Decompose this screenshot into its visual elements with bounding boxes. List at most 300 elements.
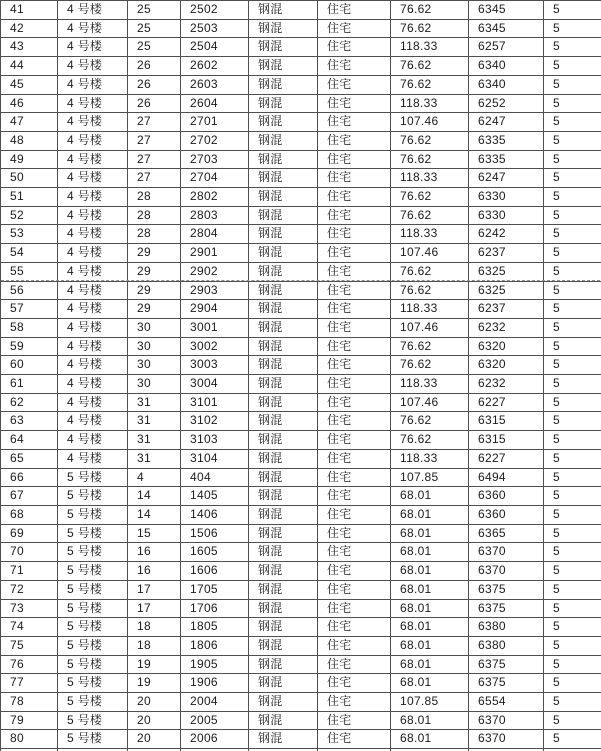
cell-price: 6320 xyxy=(469,356,544,375)
table-row xyxy=(1,318,601,337)
cell-room: 1906 xyxy=(181,674,249,693)
cell-price: 6360 xyxy=(469,487,544,506)
cell-usage: 住宅 xyxy=(318,356,391,375)
cell-area: 76.62 xyxy=(391,206,469,225)
cell-area: 68.01 xyxy=(391,730,469,749)
cell-floor: 31 xyxy=(128,431,181,450)
table-row xyxy=(1,487,601,506)
cell-room: 3103 xyxy=(181,431,249,450)
cell-room: 2802 xyxy=(181,188,249,207)
cell-price: 6375 xyxy=(469,674,544,693)
cell-building: 5 号楼 xyxy=(58,524,128,543)
table-row xyxy=(1,131,601,150)
cell-extra: 5 xyxy=(544,206,601,225)
cell-extra: 5 xyxy=(544,19,601,38)
cell-usage: 住宅 xyxy=(318,169,391,188)
cell-price: 6247 xyxy=(469,169,544,188)
cell-building: 4 号楼 xyxy=(58,1,128,20)
cell-building: 5 号楼 xyxy=(58,618,128,637)
cell-structure: 钢混 xyxy=(249,693,318,712)
cell-structure: 钢混 xyxy=(249,206,318,225)
cell-room: 3101 xyxy=(181,393,249,412)
cell-usage: 住宅 xyxy=(318,674,391,693)
cell-usage: 住宅 xyxy=(318,636,391,655)
cell-area: 107.46 xyxy=(391,393,469,412)
table-row xyxy=(1,75,601,94)
cell-index: 49 xyxy=(1,150,58,169)
cell-usage: 住宅 xyxy=(318,337,391,356)
cell-index: 47 xyxy=(1,113,58,132)
cell-area: 76.62 xyxy=(391,281,469,300)
cell-structure: 钢混 xyxy=(249,412,318,431)
cell-area: 107.85 xyxy=(391,693,469,712)
cell-extra: 5 xyxy=(544,1,601,20)
cell-building: 4 号楼 xyxy=(58,188,128,207)
cell-usage: 住宅 xyxy=(318,487,391,506)
cell-floor: 18 xyxy=(128,636,181,655)
cell-area: 76.62 xyxy=(391,19,469,38)
cell-extra: 5 xyxy=(544,618,601,637)
cell-index: 55 xyxy=(1,262,58,281)
cell-structure: 钢混 xyxy=(249,356,318,375)
cell-structure: 钢混 xyxy=(249,636,318,655)
cell-building: 5 号楼 xyxy=(58,543,128,562)
cell-room: 2604 xyxy=(181,94,249,113)
cell-price: 6494 xyxy=(469,468,544,487)
cell-structure: 钢混 xyxy=(249,674,318,693)
cell-floor: 25 xyxy=(128,1,181,20)
cell-structure: 钢混 xyxy=(249,599,318,618)
cell-floor: 30 xyxy=(128,337,181,356)
cell-price: 6380 xyxy=(469,618,544,637)
table-row xyxy=(1,113,601,132)
cell-price: 6257 xyxy=(469,38,544,57)
cell-extra: 5 xyxy=(544,449,601,468)
cell-floor: 29 xyxy=(128,300,181,319)
cell-area: 76.62 xyxy=(391,356,469,375)
cell-area: 68.01 xyxy=(391,580,469,599)
cell-building: 5 号楼 xyxy=(58,636,128,655)
cell-floor: 28 xyxy=(128,225,181,244)
cell-room: 2602 xyxy=(181,57,249,76)
cell-usage: 住宅 xyxy=(318,730,391,749)
cell-area: 118.33 xyxy=(391,169,469,188)
cell-building: 4 号楼 xyxy=(58,262,128,281)
cell-room: 2703 xyxy=(181,150,249,169)
cell-extra: 5 xyxy=(544,188,601,207)
cell-extra: 5 xyxy=(544,487,601,506)
table-row xyxy=(1,468,601,487)
cell-area: 76.62 xyxy=(391,412,469,431)
cell-extra: 5 xyxy=(544,300,601,319)
cell-extra: 5 xyxy=(544,468,601,487)
cell-price: 6370 xyxy=(469,730,544,749)
cell-room: 2504 xyxy=(181,38,249,57)
cell-room: 2005 xyxy=(181,711,249,730)
cell-usage: 住宅 xyxy=(318,580,391,599)
cell-area: 118.33 xyxy=(391,300,469,319)
cell-room: 2902 xyxy=(181,262,249,281)
cell-usage: 住宅 xyxy=(318,57,391,76)
cell-index: 62 xyxy=(1,393,58,412)
cell-floor: 19 xyxy=(128,655,181,674)
cell-usage: 住宅 xyxy=(318,412,391,431)
cell-structure: 钢混 xyxy=(249,655,318,674)
cell-usage: 住宅 xyxy=(318,150,391,169)
cell-price: 6330 xyxy=(469,206,544,225)
cell-room: 2904 xyxy=(181,300,249,319)
cell-structure: 钢混 xyxy=(249,431,318,450)
cell-index: 44 xyxy=(1,57,58,76)
cell-extra: 5 xyxy=(544,75,601,94)
cell-room: 1605 xyxy=(181,543,249,562)
table-row xyxy=(1,431,601,450)
table-row xyxy=(1,356,601,375)
cell-price: 6237 xyxy=(469,300,544,319)
cell-structure: 钢混 xyxy=(249,281,318,300)
table-row xyxy=(1,524,601,543)
cell-room: 2603 xyxy=(181,75,249,94)
cell-usage: 住宅 xyxy=(318,505,391,524)
cell-room: 2903 xyxy=(181,281,249,300)
cell-index: 74 xyxy=(1,618,58,637)
cell-index: 59 xyxy=(1,337,58,356)
cell-extra: 5 xyxy=(544,562,601,581)
cell-structure: 钢混 xyxy=(249,562,318,581)
cell-structure: 钢混 xyxy=(249,375,318,394)
cell-index: 52 xyxy=(1,206,58,225)
cell-structure: 钢混 xyxy=(249,169,318,188)
cell-area: 76.62 xyxy=(391,150,469,169)
cell-floor: 27 xyxy=(128,169,181,188)
cell-area: 68.01 xyxy=(391,711,469,730)
cell-area: 68.01 xyxy=(391,524,469,543)
cell-index: 60 xyxy=(1,356,58,375)
cell-usage: 住宅 xyxy=(318,468,391,487)
cell-usage: 住宅 xyxy=(318,225,391,244)
cell-usage: 住宅 xyxy=(318,693,391,712)
cell-price: 6345 xyxy=(469,1,544,20)
cell-index: 64 xyxy=(1,431,58,450)
cell-floor: 14 xyxy=(128,505,181,524)
cell-extra: 5 xyxy=(544,505,601,524)
cell-floor: 30 xyxy=(128,356,181,375)
cell-floor: 26 xyxy=(128,94,181,113)
cell-structure: 钢混 xyxy=(249,318,318,337)
cell-room: 2004 xyxy=(181,693,249,712)
cell-floor: 17 xyxy=(128,599,181,618)
cell-floor: 17 xyxy=(128,580,181,599)
cell-usage: 住宅 xyxy=(318,711,391,730)
cell-usage: 住宅 xyxy=(318,94,391,113)
cell-building: 5 号楼 xyxy=(58,580,128,599)
cell-extra: 5 xyxy=(544,38,601,57)
table-row xyxy=(1,711,601,730)
cell-area: 107.46 xyxy=(391,318,469,337)
cell-index: 77 xyxy=(1,674,58,693)
cell-index: 76 xyxy=(1,655,58,674)
cell-area: 107.85 xyxy=(391,468,469,487)
table-row xyxy=(1,244,601,263)
cell-price: 6227 xyxy=(469,449,544,468)
cell-floor: 28 xyxy=(128,206,181,225)
table-row xyxy=(1,94,601,113)
cell-index: 61 xyxy=(1,375,58,394)
cell-price: 6242 xyxy=(469,225,544,244)
cell-building: 5 号楼 xyxy=(58,562,128,581)
cell-floor: 16 xyxy=(128,562,181,581)
cell-extra: 5 xyxy=(544,244,601,263)
cell-floor: 20 xyxy=(128,711,181,730)
cell-area: 107.46 xyxy=(391,113,469,132)
cell-index: 65 xyxy=(1,449,58,468)
cell-building: 4 号楼 xyxy=(58,449,128,468)
cell-structure: 钢混 xyxy=(249,188,318,207)
cell-price: 6227 xyxy=(469,393,544,412)
cell-structure: 钢混 xyxy=(249,543,318,562)
cell-structure: 钢混 xyxy=(249,505,318,524)
cell-extra: 5 xyxy=(544,636,601,655)
cell-index: 67 xyxy=(1,487,58,506)
cell-building: 5 号楼 xyxy=(58,655,128,674)
cell-usage: 住宅 xyxy=(318,206,391,225)
cell-usage: 住宅 xyxy=(318,1,391,20)
cell-floor: 19 xyxy=(128,674,181,693)
cell-usage: 住宅 xyxy=(318,318,391,337)
cell-building: 5 号楼 xyxy=(58,693,128,712)
table-row xyxy=(1,580,601,599)
cell-building: 5 号楼 xyxy=(58,674,128,693)
cell-building: 5 号楼 xyxy=(58,487,128,506)
cell-index: 43 xyxy=(1,38,58,57)
cell-area: 118.33 xyxy=(391,38,469,57)
cell-usage: 住宅 xyxy=(318,393,391,412)
cell-index: 66 xyxy=(1,468,58,487)
cell-floor: 20 xyxy=(128,693,181,712)
cell-index: 71 xyxy=(1,562,58,581)
cell-extra: 5 xyxy=(544,674,601,693)
cell-building: 5 号楼 xyxy=(58,468,128,487)
table-row xyxy=(1,281,601,300)
table-row xyxy=(1,337,601,356)
cell-floor: 31 xyxy=(128,393,181,412)
cell-price: 6252 xyxy=(469,94,544,113)
cell-floor: 25 xyxy=(128,19,181,38)
cell-extra: 5 xyxy=(544,599,601,618)
table-row xyxy=(1,375,601,394)
cell-floor: 30 xyxy=(128,318,181,337)
cell-building: 4 号楼 xyxy=(58,412,128,431)
cell-price: 6360 xyxy=(469,505,544,524)
cell-index: 48 xyxy=(1,131,58,150)
cell-extra: 5 xyxy=(544,580,601,599)
cell-room: 2704 xyxy=(181,169,249,188)
cell-price: 6320 xyxy=(469,337,544,356)
cell-floor: 16 xyxy=(128,543,181,562)
cell-index: 46 xyxy=(1,94,58,113)
cell-area: 68.01 xyxy=(391,655,469,674)
cell-extra: 5 xyxy=(544,57,601,76)
cell-price: 6375 xyxy=(469,599,544,618)
cell-structure: 钢混 xyxy=(249,730,318,749)
cell-price: 6247 xyxy=(469,113,544,132)
cell-structure: 钢混 xyxy=(249,1,318,20)
cell-usage: 住宅 xyxy=(318,562,391,581)
cell-structure: 钢混 xyxy=(249,487,318,506)
cell-price: 6340 xyxy=(469,75,544,94)
cell-price: 6340 xyxy=(469,57,544,76)
cell-building: 4 号楼 xyxy=(58,337,128,356)
cell-floor: 26 xyxy=(128,57,181,76)
cell-price: 6325 xyxy=(469,281,544,300)
cell-area: 76.62 xyxy=(391,431,469,450)
cell-extra: 5 xyxy=(544,655,601,674)
cell-price: 6345 xyxy=(469,19,544,38)
cell-index: 50 xyxy=(1,169,58,188)
cell-area: 68.01 xyxy=(391,636,469,655)
table-row xyxy=(1,562,601,581)
cell-structure: 钢混 xyxy=(249,150,318,169)
cell-index: 63 xyxy=(1,412,58,431)
cell-extra: 5 xyxy=(544,131,601,150)
cell-usage: 住宅 xyxy=(318,543,391,562)
cell-extra: 5 xyxy=(544,318,601,337)
cell-extra: 5 xyxy=(544,169,601,188)
cell-structure: 钢混 xyxy=(249,57,318,76)
cell-structure: 钢混 xyxy=(249,300,318,319)
cell-room: 1805 xyxy=(181,618,249,637)
cell-extra: 5 xyxy=(544,113,601,132)
table-row xyxy=(1,636,601,655)
cell-floor: 18 xyxy=(128,618,181,637)
cell-area: 118.33 xyxy=(391,225,469,244)
cell-price: 6370 xyxy=(469,543,544,562)
cell-area: 118.33 xyxy=(391,94,469,113)
cell-room: 1606 xyxy=(181,562,249,581)
cell-building: 4 号楼 xyxy=(58,431,128,450)
table-row xyxy=(1,225,601,244)
cell-usage: 住宅 xyxy=(318,188,391,207)
cell-building: 4 号楼 xyxy=(58,356,128,375)
cell-floor: 31 xyxy=(128,449,181,468)
cell-floor: 27 xyxy=(128,113,181,132)
cell-building: 4 号楼 xyxy=(58,318,128,337)
cell-extra: 5 xyxy=(544,225,601,244)
table-row xyxy=(1,655,601,674)
cell-usage: 住宅 xyxy=(318,75,391,94)
cell-area: 68.01 xyxy=(391,505,469,524)
cell-usage: 住宅 xyxy=(318,281,391,300)
cell-extra: 5 xyxy=(544,730,601,749)
cell-usage: 住宅 xyxy=(318,131,391,150)
cell-area: 76.62 xyxy=(391,131,469,150)
table-row xyxy=(1,188,601,207)
cell-area: 107.46 xyxy=(391,244,469,263)
cell-room: 2503 xyxy=(181,19,249,38)
cell-usage: 住宅 xyxy=(318,375,391,394)
cell-room: 3001 xyxy=(181,318,249,337)
cell-building: 5 号楼 xyxy=(58,711,128,730)
cell-structure: 钢混 xyxy=(249,618,318,637)
cell-area: 76.62 xyxy=(391,337,469,356)
cell-floor: 14 xyxy=(128,487,181,506)
cell-floor: 26 xyxy=(128,75,181,94)
cell-room: 3003 xyxy=(181,356,249,375)
cell-index: 78 xyxy=(1,693,58,712)
cell-structure: 钢混 xyxy=(249,113,318,132)
cell-structure: 钢混 xyxy=(249,337,318,356)
table-row xyxy=(1,150,601,169)
cell-area: 68.01 xyxy=(391,487,469,506)
cell-building: 5 号楼 xyxy=(58,599,128,618)
cell-extra: 5 xyxy=(544,94,601,113)
cell-usage: 住宅 xyxy=(318,113,391,132)
cell-price: 6315 xyxy=(469,412,544,431)
cell-floor: 15 xyxy=(128,524,181,543)
table-row xyxy=(1,412,601,431)
cell-price: 6232 xyxy=(469,375,544,394)
table-row xyxy=(1,169,601,188)
cell-room: 404 xyxy=(181,468,249,487)
table-row xyxy=(1,730,601,749)
cell-usage: 住宅 xyxy=(318,300,391,319)
cell-extra: 5 xyxy=(544,375,601,394)
cell-room: 2901 xyxy=(181,244,249,263)
cell-building: 4 号楼 xyxy=(58,169,128,188)
cell-index: 80 xyxy=(1,730,58,749)
cell-room: 1705 xyxy=(181,580,249,599)
cell-usage: 住宅 xyxy=(318,449,391,468)
table-row xyxy=(1,206,601,225)
cell-floor: 29 xyxy=(128,281,181,300)
table-row xyxy=(1,1,601,20)
cell-price: 6330 xyxy=(469,188,544,207)
cell-index: 75 xyxy=(1,636,58,655)
table-row xyxy=(1,300,601,319)
cell-structure: 钢混 xyxy=(249,244,318,263)
cell-area: 118.33 xyxy=(391,449,469,468)
cell-area: 76.62 xyxy=(391,1,469,20)
cell-extra: 5 xyxy=(544,393,601,412)
cell-extra: 5 xyxy=(544,431,601,450)
cell-floor: 25 xyxy=(128,38,181,57)
cell-price: 6325 xyxy=(469,262,544,281)
cell-floor: 27 xyxy=(128,150,181,169)
cell-room: 1406 xyxy=(181,505,249,524)
cell-floor: 27 xyxy=(128,131,181,150)
table-row xyxy=(1,19,601,38)
cell-room: 1706 xyxy=(181,599,249,618)
cell-extra: 5 xyxy=(544,150,601,169)
cell-index: 53 xyxy=(1,225,58,244)
cell-index: 72 xyxy=(1,580,58,599)
cell-room: 3002 xyxy=(181,337,249,356)
cell-price: 6365 xyxy=(469,524,544,543)
cell-building: 4 号楼 xyxy=(58,131,128,150)
cell-index: 68 xyxy=(1,505,58,524)
cell-floor: 31 xyxy=(128,412,181,431)
housing-price-table-body xyxy=(1,1,601,751)
table-row xyxy=(1,693,601,712)
cell-usage: 住宅 xyxy=(318,524,391,543)
cell-room: 2804 xyxy=(181,225,249,244)
cell-structure: 钢混 xyxy=(249,19,318,38)
cell-floor: 29 xyxy=(128,262,181,281)
cell-price: 6375 xyxy=(469,655,544,674)
cell-floor: 29 xyxy=(128,244,181,263)
cell-usage: 住宅 xyxy=(318,655,391,674)
cell-floor: 20 xyxy=(128,730,181,749)
